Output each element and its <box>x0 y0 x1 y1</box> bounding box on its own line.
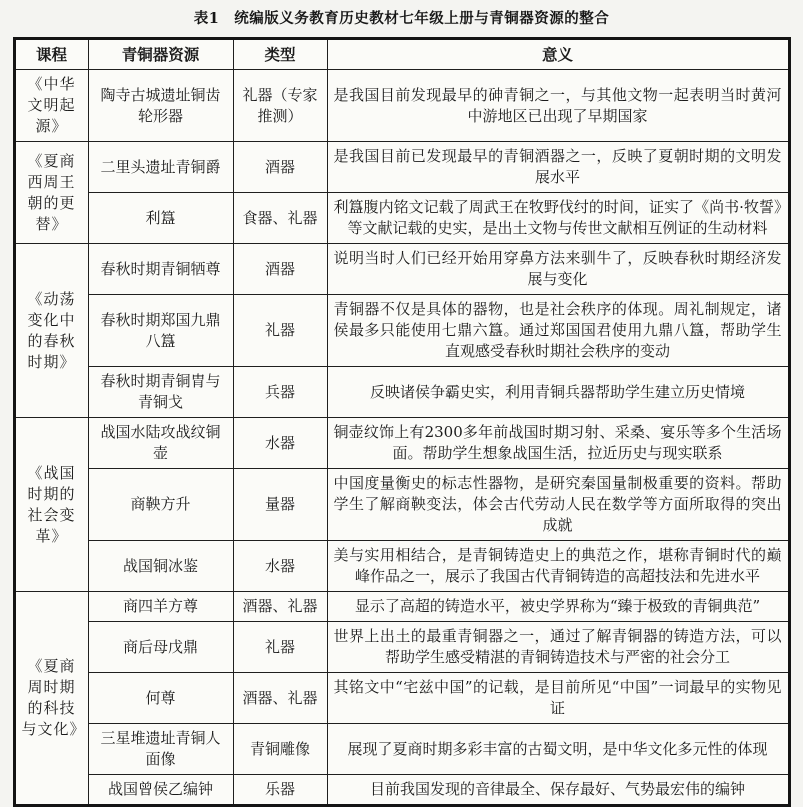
resource-cell: 春秋时期郑国九鼎八簋 <box>88 295 233 367</box>
course-cell: 《动荡变化中的春秋时期》 <box>14 244 88 418</box>
significance-cell: 铜壶纹饰上有2300多年前战国时期习射、采桑、宴乐等多个生活场面。帮助学生想象战国生活，拉近历史与现实联系 <box>327 418 789 469</box>
type-cell: 酒器 <box>233 142 327 193</box>
table-row <box>14 418 789 469</box>
table-row <box>14 775 789 806</box>
resource-cell: 战国曾侯乙编钟 <box>88 775 233 806</box>
significance-cell: 显示了高超的铸造水平，被史学界称为“臻于极致的青铜典范” <box>327 592 789 622</box>
type-cell: 酒器 <box>233 244 327 295</box>
type-cell: 乐器 <box>233 775 327 806</box>
header-resource: 青铜器资源 <box>88 39 233 70</box>
table-row <box>14 673 789 724</box>
type-cell: 礼器（专家推测） <box>233 70 327 142</box>
type-cell: 礼器 <box>233 295 327 367</box>
significance-cell: 目前我国发现的音律最全、保存最好、气势最宏伟的编钟 <box>327 775 789 806</box>
type-cell: 食器、礼器 <box>233 193 327 244</box>
significance-cell: 利簋腹内铭文记载了周武王在牧野伐纣的时间，证实了《尚书·牧誓》等文献记载的史实，是出土文物与传世文献相互例证的生动材料 <box>327 193 789 244</box>
type-cell: 酒器、礼器 <box>233 592 327 622</box>
type-cell: 兵器 <box>233 367 327 418</box>
significance-cell: 世界上出土的最重青铜器之一，通过了解青铜器的铸造方法，可以帮助学生感受精湛的青铜铸造技术与严密的社会分工 <box>327 622 789 673</box>
significance-cell: 是我国目前发现最早的砷青铜之一，与其他文物一起表明当时黄河中游地区已出现了早期国家 <box>327 70 789 142</box>
course-cell: 《夏商西周王朝的更替》 <box>14 142 88 244</box>
course-cell: 《战国时期的社会变革》 <box>14 418 88 592</box>
type-cell: 水器 <box>233 418 327 469</box>
significance-cell: 展现了夏商时期多彩丰富的古蜀文明，是中华文化多元性的体现 <box>327 724 789 775</box>
course-cell: 《中华文明起源》 <box>14 70 88 142</box>
header-type: 类型 <box>233 39 327 70</box>
table-row <box>14 469 789 541</box>
bronze-resources-table <box>13 37 791 807</box>
table-row <box>14 295 789 367</box>
type-cell: 水器 <box>233 541 327 592</box>
significance-cell: 青铜器不仅是具体的器物，也是社会秩序的体现。周礼制规定，诸侯最多只能使用七鼎六簋。通过郑国国君使用九鼎八簋，帮助学生直观感受春秋时期社会秩序的变动 <box>327 295 789 367</box>
table-row <box>14 541 789 592</box>
table-body <box>14 70 789 806</box>
resource-cell: 春秋时期青铜牺尊 <box>88 244 233 295</box>
resource-cell: 春秋时期青铜胄与青铜戈 <box>88 367 233 418</box>
table-caption: 表1 统编版义务教育历史教材七年级上册与青铜器资源的整合 <box>193 10 610 27</box>
significance-cell: 说明当时人们已经开始用穿鼻方法来驯牛了，反映春秋时期经济发展与变化 <box>327 244 789 295</box>
resource-cell: 商后母戊鼎 <box>88 622 233 673</box>
resource-cell: 二里头遗址青铜爵 <box>88 142 233 193</box>
header-significance: 意义 <box>327 39 789 70</box>
table-row <box>14 244 789 295</box>
table-row <box>14 367 789 418</box>
table-row <box>14 724 789 775</box>
table-row <box>14 592 789 622</box>
resource-cell: 陶寺古城遗址铜齿轮形器 <box>88 70 233 142</box>
header-course: 课程 <box>14 39 88 70</box>
table-row <box>14 70 789 142</box>
type-cell: 量器 <box>233 469 327 541</box>
header-row <box>14 39 789 70</box>
type-cell: 青铜雕像 <box>233 724 327 775</box>
course-cell: 《夏商周时期的科技与文化》 <box>14 592 88 806</box>
resource-cell: 三星堆遗址青铜人面像 <box>88 724 233 775</box>
table-row <box>14 142 789 193</box>
significance-cell: 美与实用相结合，是青铜铸造史上的典范之作，堪称青铜时代的巅峰作品之一，展示了我国古代青铜铸造的高超技法和先进水平 <box>327 541 789 592</box>
table-header <box>14 39 789 70</box>
significance-cell: 中国度量衡史的标志性器物，是研究秦国量制极重要的资料。帮助学生了解商鞅变法，体会古代劳动人民在数学等方面所取得的突出成就 <box>327 469 789 541</box>
type-cell: 礼器 <box>233 622 327 673</box>
type-cell: 酒器、礼器 <box>233 673 327 724</box>
resource-cell: 战国铜冰鉴 <box>88 541 233 592</box>
resource-cell: 利簋 <box>88 193 233 244</box>
significance-cell: 是我国目前已发现最早的青铜酒器之一，反映了夏朝时期的文明发展水平 <box>327 142 789 193</box>
resource-cell: 何尊 <box>88 673 233 724</box>
resource-cell: 商四羊方尊 <box>88 592 233 622</box>
significance-cell: 其铭文中“宅兹中国”的记载，是目前所见“中国”一词最早的实物见证 <box>327 673 789 724</box>
significance-cell: 反映诸侯争霸史实，利用青铜兵器帮助学生建立历史情境 <box>327 367 789 418</box>
table-row <box>14 193 789 244</box>
table-row <box>14 622 789 673</box>
resource-cell: 战国水陆攻战纹铜壶 <box>88 418 233 469</box>
resource-cell: 商鞅方升 <box>88 469 233 541</box>
